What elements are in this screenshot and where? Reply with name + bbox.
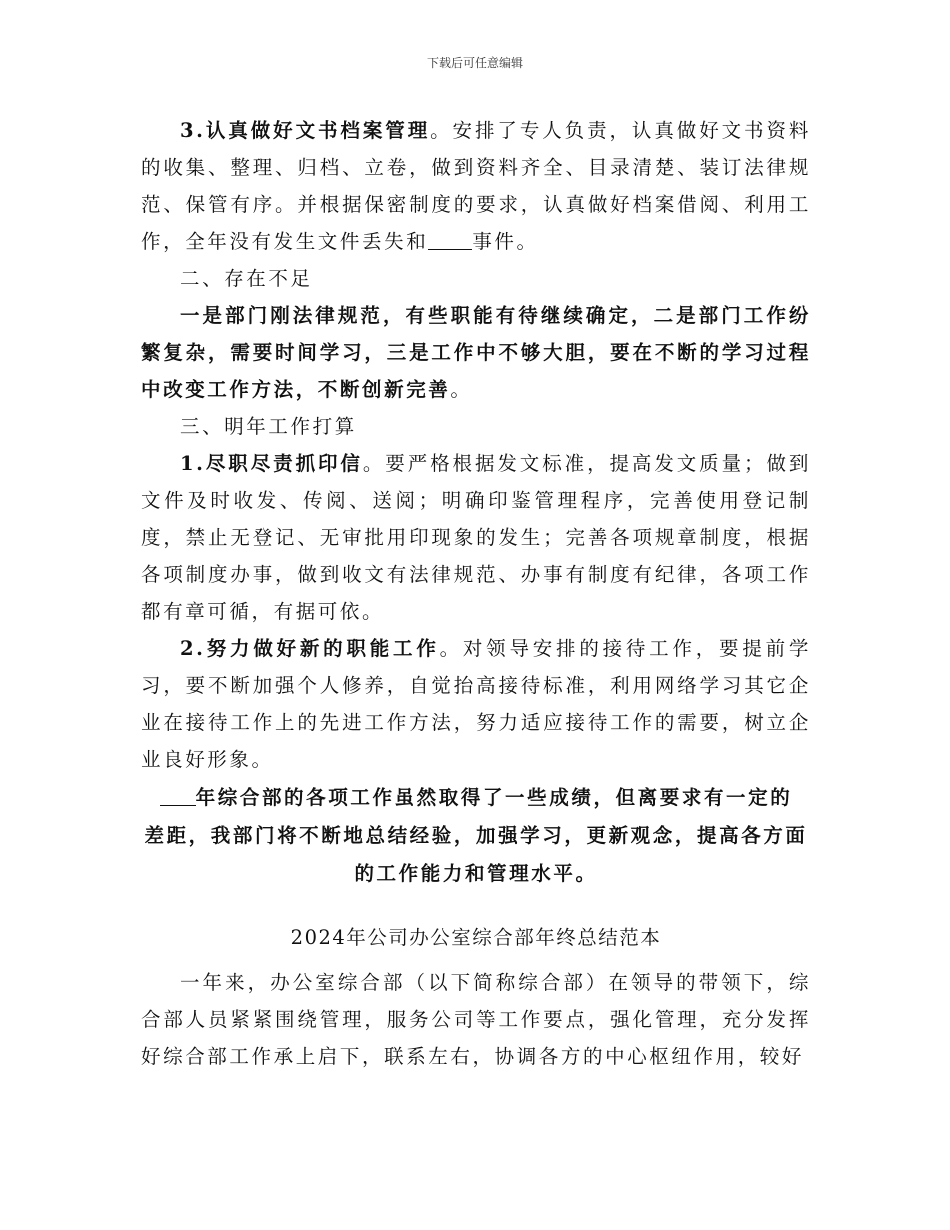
closing-line-1-text: 年综合部的各项工作虽然取得了一些成绩，但离要求有一定的 (195, 786, 793, 809)
closing-line-2: 差距，我部门将不断地总结经验，加强学习，更新观念，提高各方面 (144, 824, 808, 847)
paragraph-shortcomings (141, 297, 811, 408)
archive-management-tail: 事件。 (472, 230, 539, 253)
plan-new-functions-body: 。对领导安排的接待工作，要提前学习，要不断加强个人修养，自觉抬高接待标准，利用网络学习其它企业在接待工作上的先进工作方法，努力适应接待工作的需要，树立企业良好形象。 (141, 637, 811, 771)
document-title: 2024年公司办公室综合部年终总结范本 (290, 926, 662, 949)
blank-underline-year (160, 785, 196, 806)
archive-management-lead: 3.认真做好文书档案管理 (180, 119, 431, 142)
plan-seals-lead: 1.尽职尽责抓印信 (180, 452, 363, 475)
closing-line-1 (141, 779, 811, 816)
shortcomings-end: 。 (450, 378, 473, 401)
blank-underline (428, 229, 472, 250)
heading-next-year-plan: 三、明年工作打算 (180, 415, 357, 438)
shortcomings-text: 一是部门刚法律规范，有些职能有待继续确定，二是部门工作纷繁复杂，需要时间学习，三是工作中不够大胆，要在不断的学习过程中改变工作方法，不断创新完善 (141, 304, 811, 401)
heading-shortcomings: 二、存在不足 (180, 267, 313, 290)
plan-new-functions-lead: 2.努力做好新的职能工作 (180, 637, 440, 660)
paragraph-plan-seals (141, 445, 811, 630)
paragraph-intro: 一年来，办公室综合部（以下简称综合部）在领导的带领下，综合部人员紧紧围绕管理，服务公司等工作要点，强化管理，充分发挥好综合部工作承上启下，联系左右，协调各方的中心枢纽作用，较好 (141, 971, 811, 1068)
paragraph-plan-new-functions (141, 630, 811, 778)
archive-management-body: 。安排了专人负责，认真做好文书资料的收集、整理、归档、立卷，做到资料齐全、目录清楚、装订法律规范、保管有序。并根据保密制度的要求，认真做好档案借阅、利用工作，全年没有发生文件丢失和 (141, 119, 812, 253)
paragraph-archive-management (141, 112, 811, 260)
page-header: 下载后可任意编辑 (426, 56, 523, 70)
closing-line-3: 的工作能力和管理水平。 (354, 862, 598, 885)
plan-seals-body: 。要严格根据发文标准，提高发文质量；做到文件及时收发、传阅、送阅；明确印鉴管理程序，完善使用登记制度，禁止无登记、无审批用印现象的发生；完善各项规章制度，根据各项制度办事，做到收文有法律规范、办事有制度有纪律，各项工作都有章可循，有据可依。 (141, 452, 811, 623)
document-body (141, 112, 811, 1075)
